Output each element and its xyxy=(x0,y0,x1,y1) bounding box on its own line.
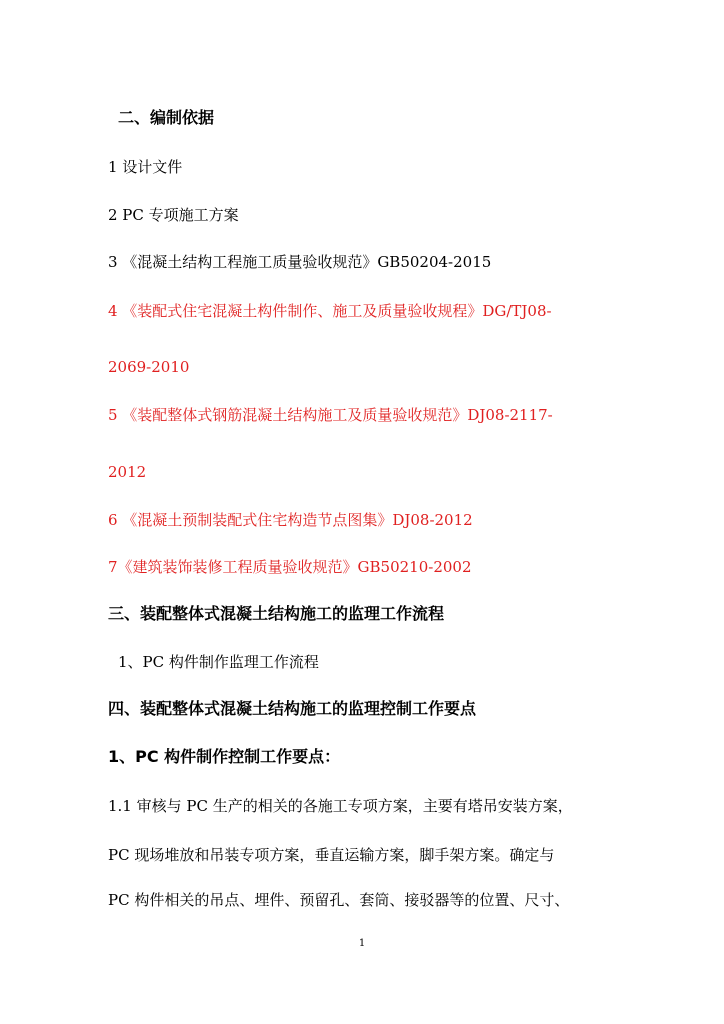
paragraph-line-2: PC 现场堆放和吊装专项方案，垂直运输方案，脚手架方案。确定与 xyxy=(108,846,555,864)
basis-item-1: 1 设计文件 xyxy=(108,158,183,176)
page-number: 1 xyxy=(358,938,366,949)
basis-item-5-continued: 2012 xyxy=(108,463,147,481)
basis-item-2: 2 PC 专项施工方案 xyxy=(108,206,239,224)
section-3-item-1: 1、PC 构件制作监理工作流程 xyxy=(118,653,319,671)
basis-item-7: 7《建筑装饰装修工程质量验收规范》GB50210-2002 xyxy=(108,558,472,576)
section-3-heading: 三、装配整体式混凝土结构施工的监理工作流程 xyxy=(108,604,445,623)
section-4-heading: 四、装配整体式混凝土结构施工的监理控制工作要点 xyxy=(108,699,477,718)
basis-item-6: 6 《混凝土预制装配式住宅构造节点图集》DJ08-2012 xyxy=(108,511,473,529)
subsection-1-heading: 1、PC 构件制作控制工作要点： xyxy=(108,747,341,766)
paragraph-line-3: PC 构件相关的吊点、埋件、预留孔、套筒、接驳器等的位置、尺寸、 xyxy=(108,891,570,909)
basis-item-4: 4 《装配式住宅混凝土构件制作、施工及质量验收规程》DG/TJ08- xyxy=(108,302,552,320)
basis-item-4-continued: 2069-2010 xyxy=(108,358,190,376)
basis-item-5: 5 《装配整体式钢筋混凝土结构施工及质量验收规范》DJ08-2117- xyxy=(108,406,553,424)
section-2-heading: 二、编制依据 xyxy=(118,108,215,127)
paragraph-line-1: 1.1 审核与 PC 生产的相关的各施工专项方案，主要有塔吊安装方案， xyxy=(108,797,573,815)
basis-item-3: 3 《混凝土结构工程施工质量验收规范》GB50204-2015 xyxy=(108,253,492,271)
